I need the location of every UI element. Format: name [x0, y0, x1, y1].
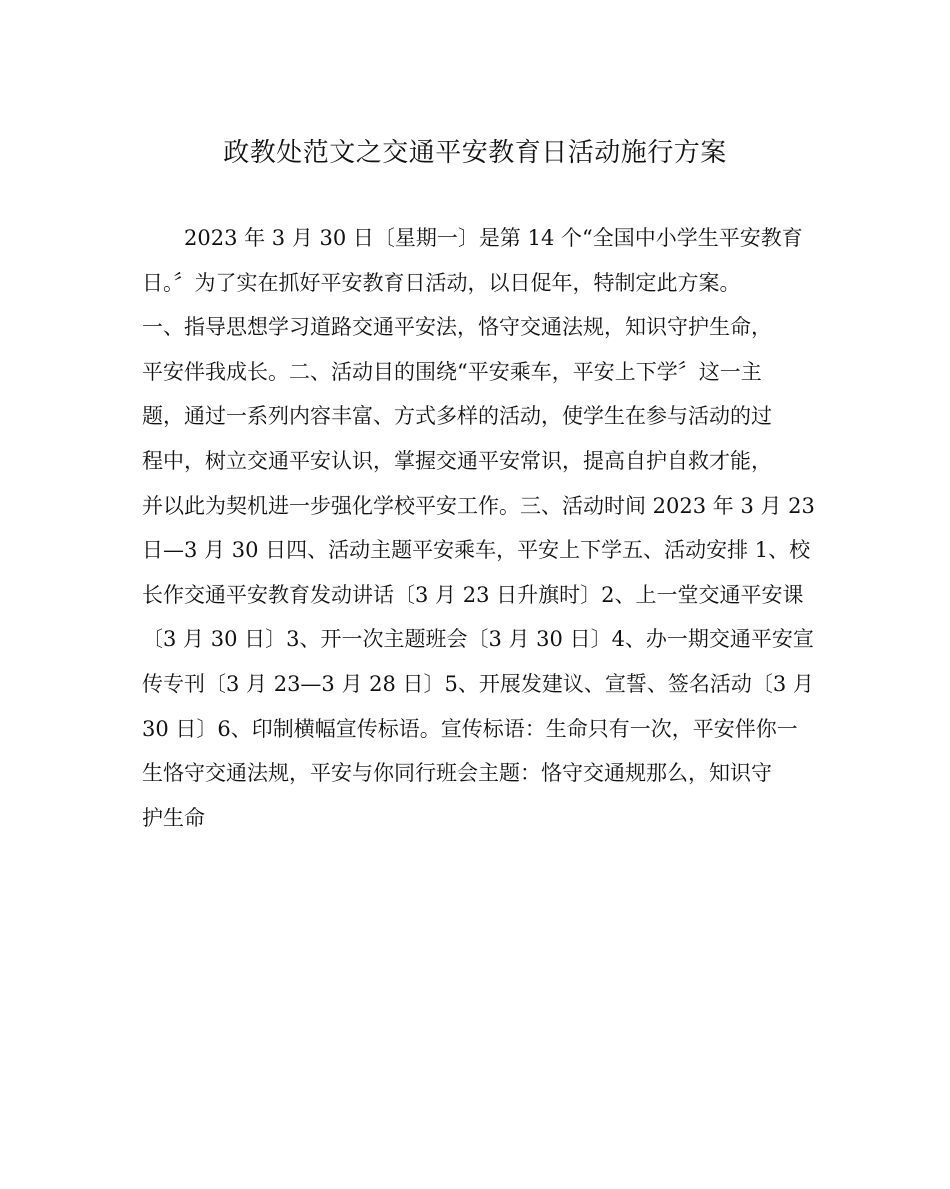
body-line: 平安伴我成长。二、活动目的围绕“平安乘车，平安上下学〞这一主: [142, 359, 762, 384]
body-line: 长作交通平安教育发动讲话〔3 月 23 日升旗时〕2、上一堂交通平安课: [142, 582, 804, 607]
document-body: [142, 216, 815, 840]
body-line: 一、指导思想学习道路交通平安法，恪守交通法规，知识守护生命，: [142, 315, 772, 340]
body-line: 2023 年 3 月 30 日〔星期一〕是第 14 个“全国中小学生平安教育: [184, 226, 803, 250]
body-line: 程中，树立交通平安认识，掌握交通平安常识，提高自护自救才能，: [142, 448, 772, 473]
body-line: 传专刊〔3 月 23—3 月 28 日〕5、开展发建议、宣誓、签名活动〔3 月: [142, 671, 814, 696]
body-line: 生恪守交通法规，平安与你同行班会主题：恪守交通规那么，知识守: [142, 761, 772, 786]
body-line: 题，通过一系列内容丰富、方式多样的活动，使学生在参与活动的过: [142, 404, 772, 429]
body-line: 〔3 月 30 日〕3、开一次主题班会〔3 月 30 日〕4、办一期交通平安宣: [142, 627, 814, 652]
body-line: 护生命: [142, 805, 205, 830]
body-line: 日。〞为了实在抓好平安教育日活动，以日促年，特制定此方案。: [142, 270, 741, 295]
body-line: 日—3 月 30 日四、活动主题平安乘车，平安上下学五、活动安排 1、校: [142, 538, 811, 563]
body-line: 并以此为契机进一步强化学校平安工作。三、活动时间 2023 年 3 月 23: [142, 493, 815, 518]
body-line: 30 日〕6、印制横幅宣传标语。宣传标语：生命只有一次，平安伴你一: [142, 716, 798, 741]
document-title: 政教处范文之交通平安教育日活动施行方案: [223, 138, 727, 168]
